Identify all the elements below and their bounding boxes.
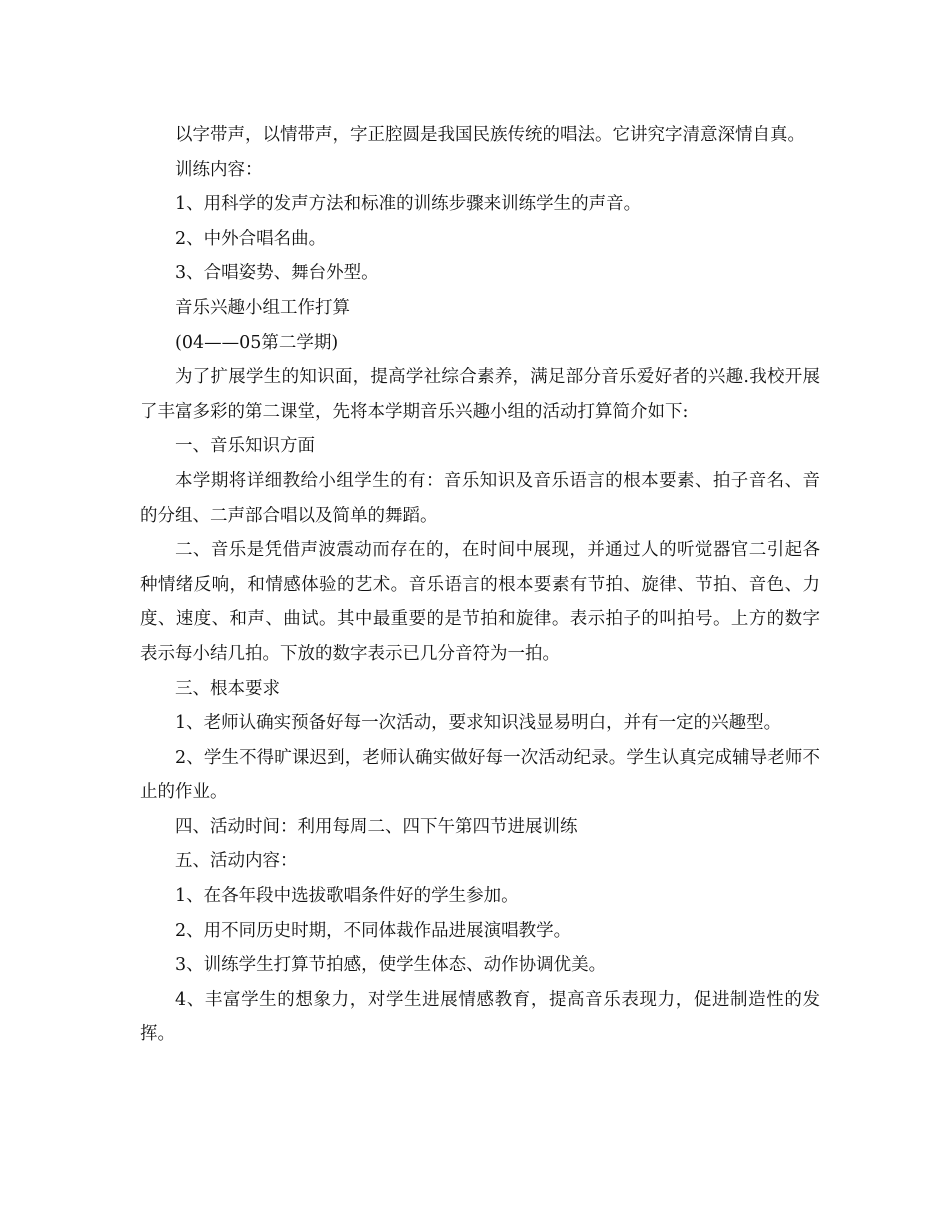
semester-label: (04——05第二学期) [175, 332, 339, 353]
list-item: 2、用不同历史时期，不同体裁作品进展演唱教学。 [175, 920, 572, 941]
section-heading: 一、音乐知识方面 [175, 436, 315, 457]
paragraph: 本学期将详细教给小组学生的有：音乐知识及音乐语言的根本要素、拍子音名、音的分组、二声部合唱以及简单的舞蹈。 [140, 470, 820, 526]
paragraph: 为了扩展学生的知识面，提高学社综合素养，满足部分音乐爱好者的兴趣.我校开展了丰富多彩的第二课堂，先将本学期音乐兴趣小组的活动打算简介如下: [140, 367, 820, 422]
section-heading: 四、活动时间：利用每周二、四下午第四节进展训练 [175, 816, 578, 837]
paragraph: 训练内容： [175, 159, 263, 180]
list-item: 3、合唱姿势、舞台外型。 [175, 263, 379, 284]
list-item: 3、训练学生打算节拍感，使学生体态、动作协调优美。 [175, 955, 607, 976]
list-item: 1、用科学的发声方法和标准的训练步骤来训练学生的声音。 [175, 194, 642, 215]
document-body [140, 118, 820, 1052]
section-title: 音乐兴趣小组工作打算 [175, 297, 350, 318]
section-heading: 三、根本要求 [175, 678, 280, 699]
paragraph: 以字带声，以情带声，字正腔圆是我国民族传统的唱法。它讲究字清意深情自真。 [175, 125, 805, 145]
list-item: 4、丰富学生的想象力，对学生进展情感教育，提高音乐表现力，促进制造性的发挥。 [140, 989, 820, 1045]
paragraph: 二、音乐是凭借声波震动而存在的，在时间中展现，并通过人的听觉器官二引起各种情绪反响，和情感体验的艺术。音乐语言的根本要素有节拍、旋律、节拍、音色、力度、速度、和声、曲试。其中最重要的是节拍和旋律。表示拍子的叫拍号。上方的数字表示每小结几拍。下放的数字表示已几分音符为一拍。 [140, 540, 820, 664]
list-item: 2、中外合唱名曲。 [175, 228, 327, 249]
list-item: 1、老师认确实预备好每一次活动，要求知识浅显易明白，并有一定的兴趣型。 [175, 713, 782, 734]
list-item: 2、学生不得旷课迟到，老师认确实做好每一次活动纪录。学生认真完成辅导老师不止的作业。 [140, 747, 820, 803]
list-item: 1、在各年段中选拔歌唱条件好的学生参加。 [175, 886, 519, 907]
section-heading: 五、活动内容： [175, 851, 298, 872]
